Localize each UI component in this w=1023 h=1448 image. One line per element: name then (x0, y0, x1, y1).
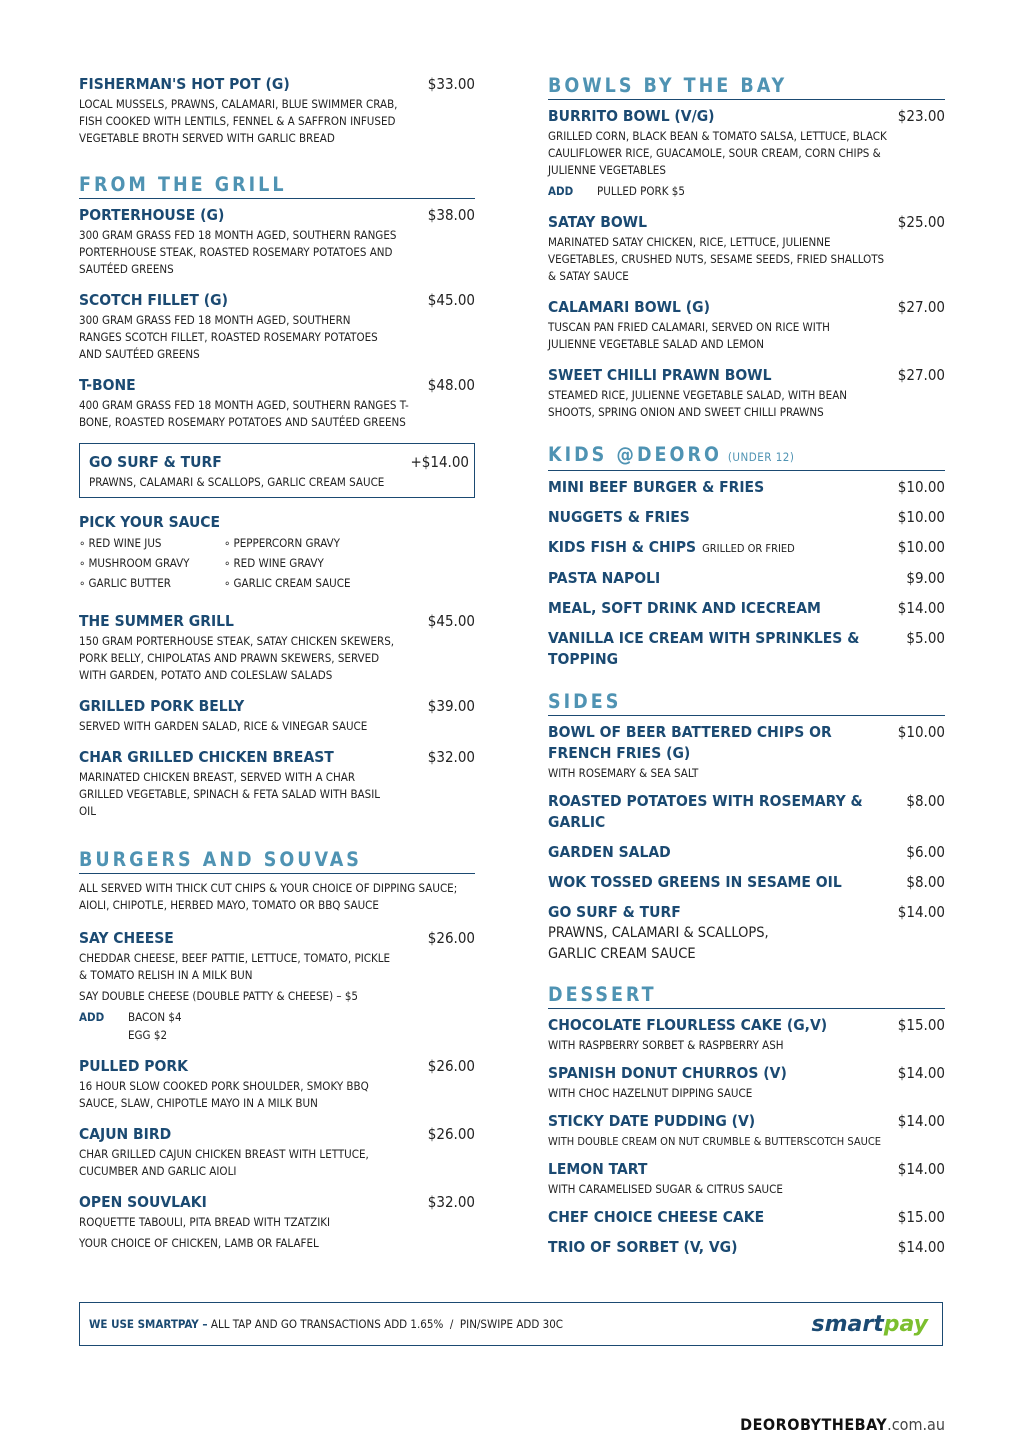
menu-item-open-souvlaki (79, 1192, 475, 1252)
item-price: $26.00 (427, 1057, 475, 1075)
menu-item-t-bone (79, 375, 475, 431)
item-price: $9.00 (906, 569, 945, 587)
smartpay-notice (79, 1302, 943, 1346)
item-price: $33.00 (427, 75, 475, 93)
menu-item-sticky-date-pudding (548, 1111, 945, 1150)
item-description: GRILLED CORN, BLACK BEAN & TOMATO SALSA, LETTUCE, BLACK CAULIFLOWER RICE, GUACAMOLE, SOUR CREAM, CORN CHIPS & JULIENNE VEGETABLES (548, 129, 887, 177)
item-price: $8.00 (906, 873, 945, 891)
item-price: $14.00 (897, 1112, 945, 1130)
sauce-option: ∘ RED WINE JUS (79, 533, 224, 553)
item-name: STICKY DATE PUDDING (V) (548, 1112, 756, 1130)
item-name: ROASTED POTATOES WITH ROSEMARY & GARLIC (548, 792, 863, 831)
item-name: SWEET CHILLI PRAWN BOWL (548, 366, 772, 384)
kids-title: KIDS @DEORO (548, 443, 722, 466)
add-item: PULLED PORK $5 (597, 184, 685, 198)
url-bold: DEOROBYTHEBAY (740, 1415, 888, 1434)
item-description: 300 GRAM GRASS FED 18 MONTH AGED, SOUTHERN RANGES SCOTCH FILLET, ROASTED ROSEMARY POTATOES AND SAUTÉED GREENS (79, 313, 378, 361)
kids-subtitle: (UNDER 12) (727, 450, 795, 464)
item-extra: SAY DOUBLE CHEESE (DOUBLE PATTY & CHEESE) – $5 (79, 989, 359, 1003)
item-price: $26.00 (427, 1125, 475, 1143)
item-name: CALAMARI BOWL (G) (548, 298, 710, 316)
sides-menu (548, 722, 945, 965)
item-description: CHEDDAR CHEESE, BEEF PATTIE, LETTUCE, TOMATO, PICKLE & TOMATO RELISH IN A MILK BUN (79, 951, 391, 982)
item-price: $14.00 (897, 599, 945, 617)
item-name: PULLED PORK (79, 1057, 188, 1075)
menu-item-burrito-bowl (548, 106, 945, 200)
item-description: 400 GRAM GRASS FED 18 MONTH AGED, SOUTHERN RANGES T-BONE, ROASTED ROSEMARY POTATOES AND SAUTÉED GREENS (79, 398, 409, 429)
item-description-line: GARLIC CREAM SAUCE (548, 946, 696, 962)
item-extra: YOUR CHOICE OF CHICKEN, LAMB OR FALAFEL (79, 1236, 319, 1250)
item-price: $8.00 (906, 792, 945, 810)
url-rest: .com.au (887, 1415, 945, 1434)
item-name (548, 537, 795, 559)
add-ons (548, 182, 945, 200)
add-item: BACON $4 (128, 1010, 182, 1024)
item-name-line: FRENCH FRIES (G) (548, 744, 691, 762)
kids-item (548, 507, 945, 528)
item-name: SPANISH DONUT CHURROS (V) (548, 1064, 787, 1082)
item-price: $14.00 (897, 1160, 945, 1178)
item-name: GARDEN SALAD (548, 843, 671, 861)
item-description: 300 GRAM GRASS FED 18 MONTH AGED, SOUTHERN RANGES PORTERHOUSE STEAK, ROASTED ROSEMARY POTATOES AND SAUTÉED GREENS (79, 228, 397, 276)
add-ons (79, 1008, 475, 1044)
menu-item-garden-salad (548, 842, 945, 863)
menu-item-char-grilled-chicken (79, 747, 475, 820)
item-name: CHOCOLATE FLOURLESS CAKE (G,V) (548, 1016, 828, 1034)
item-price: $45.00 (427, 612, 475, 630)
item-price: $32.00 (427, 1193, 475, 1211)
item-name: OPEN SOUVLAKI (79, 1193, 207, 1211)
menu-item-grilled-pork-belly (79, 696, 475, 735)
menu-item-say-cheese (79, 928, 475, 1044)
item-description: MARINATED SATAY CHICKEN, RICE, LETTUCE, JULIENNE VEGETABLES, CRUSHED NUTS, SESAME SEEDS, FRIED SHALLOTS & SATAY SAUCE (548, 235, 885, 283)
item-description: WITH CARAMELISED SUGAR & CITRUS SAUCE (548, 1182, 783, 1196)
item-name: SATAY BOWL (548, 213, 647, 231)
menu-item-calamari-bowl (548, 297, 945, 353)
item-price: +$14.00 (410, 453, 469, 471)
smartpay-bold: WE USE SMARTPAY – (89, 1317, 208, 1331)
item-name: MEAL, SOFT DRINK AND ICECREAM (548, 599, 821, 617)
item-name: LEMON TART (548, 1160, 648, 1178)
item-name: GRILLED PORK BELLY (79, 697, 245, 715)
item-description: PRAWNS, CALAMARI & SCALLOPS, GARLIC CREAM SAUCE (89, 475, 385, 489)
left-column (79, 74, 475, 1264)
menu-item-cajun-bird (79, 1124, 475, 1180)
kids-item (548, 568, 945, 589)
section-title-dessert: DESSERT (548, 983, 945, 1009)
item-price: $38.00 (427, 206, 475, 224)
item-description: 150 GRAM PORTERHOUSE STEAK, SATAY CHICKEN SKEWERS, PORK BELLY, CHIPOLATAS AND PRAWN SKEWERS, SERVED WITH GARDEN, POTATO AND COLESLAW SALADS (79, 634, 395, 682)
menu-item-satay-bowl (548, 212, 945, 285)
item-description: WITH CHOC HAZELNUT DIPPING SAUCE (548, 1086, 753, 1100)
item-price: $32.00 (427, 748, 475, 766)
item-description: ROQUETTE TABOULI, PITA BREAD WITH TZATZIKI (79, 1215, 331, 1229)
item-name: TRIO OF SORBET (V, VG) (548, 1238, 738, 1256)
kids-item (548, 628, 945, 670)
menu-item-fishermans-hot-pot (79, 74, 475, 147)
section-title-kids (548, 443, 945, 471)
item-price: $27.00 (897, 298, 945, 316)
item-price: $10.00 (897, 723, 945, 741)
add-item: EGG $2 (128, 1028, 168, 1042)
item-name: T-BONE (79, 376, 136, 394)
kids-item (548, 598, 945, 619)
item-name: PORTERHOUSE (G) (79, 206, 225, 224)
pick-your-sauce (79, 512, 475, 593)
section-title-sides: SIDES (548, 690, 945, 716)
item-price: $23.00 (897, 107, 945, 125)
item-name: NUGGETS & FRIES (548, 508, 690, 526)
item-note: GRILLED OR FRIED (702, 542, 795, 555)
menu-item-sides-surf-and-turf (548, 902, 945, 965)
menu-item-roasted-potatoes (548, 791, 945, 833)
menu-item-wok-greens (548, 872, 945, 893)
website-url[interactable] (740, 1415, 945, 1434)
add-label: ADD (548, 184, 574, 198)
menu-item-pulled-pork (79, 1056, 475, 1112)
burgers-intro: ALL SERVED WITH THICK CUT CHIPS & YOUR CHOICE OF DIPPING SAUCE; AIOLI, CHIPOTLE, HERBED MAYO, TOMATO OR BBQ SAUCE (79, 881, 458, 912)
sauce-options (79, 533, 475, 593)
item-price: $25.00 (897, 213, 945, 231)
sauce-option: ∘ PEPPERCORN GRAVY (224, 533, 424, 553)
item-price: $14.00 (897, 1064, 945, 1082)
sauce-option: ∘ RED WINE GRAVY (224, 553, 424, 573)
item-description: WITH RASPBERRY SORBET & RASPBERRY ASH (548, 1038, 784, 1052)
menu-item-summer-grill (79, 611, 475, 684)
menu-item-porterhouse (79, 205, 475, 278)
add-items (128, 1008, 182, 1044)
item-name: WOK TOSSED GREENS IN SESAME OIL (548, 873, 842, 891)
section-title-bowls-by-the-bay: BOWLS BY THE BAY (548, 74, 945, 100)
section-title-burgers-and-souvas: BURGERS AND SOUVAS (79, 848, 475, 874)
item-price: $6.00 (906, 843, 945, 861)
item-name (548, 722, 832, 764)
item-name: BURRITO BOWL (V/G) (548, 107, 715, 125)
item-price: $15.00 (897, 1208, 945, 1226)
menu-item-cheese-cake (548, 1207, 945, 1228)
item-price: $26.00 (427, 929, 475, 947)
item-description: CHAR GRILLED CAJUN CHICKEN BREAST WITH LETTUCE, CUCUMBER AND GARLIC AIOLI (79, 1147, 369, 1178)
item-description: LOCAL MUSSELS, PRAWNS, CALAMARI, BLUE SWIMMER CRAB, FISH COOKED WITH LENTILS, FENNEL & A SAFFRON INFUSED VEGETABLE BROTH SERVED WITH GARLIC BREAD (79, 97, 398, 145)
item-name: FISHERMAN'S HOT POT (G) (79, 75, 290, 93)
item-name-line: BOWL OF BEER BATTERED CHIPS OR (548, 723, 832, 741)
smartpay-logo (812, 1312, 929, 1337)
item-price: $15.00 (897, 1016, 945, 1034)
item-price: $14.00 (897, 1238, 945, 1256)
surf-and-turf-box (79, 443, 475, 498)
item-description: SERVED WITH GARDEN SALAD, RICE & VINEGAR SAUCE (79, 719, 368, 733)
menu-item-churros (548, 1063, 945, 1102)
item-description: WITH ROSEMARY & SEA SALT (548, 766, 699, 780)
item-name: MINI BEEF BURGER & FRIES (548, 478, 765, 496)
kids-item (548, 477, 945, 498)
menu-item-trio-of-sorbet (548, 1237, 945, 1258)
item-description: WITH DOUBLE CREAM ON NUT CRUMBLE & BUTTERSCOTCH SAUCE (548, 1135, 882, 1148)
item-description-line: PRAWNS, CALAMARI & SCALLOPS, (548, 925, 769, 941)
menu-item-scotch-fillet (79, 290, 475, 363)
item-name: GO SURF & TURF (548, 903, 681, 921)
item-name: CHEF CHOICE CHEESE CAKE (548, 1208, 765, 1226)
sauce-title: PICK YOUR SAUCE (79, 513, 221, 531)
item-description: STEAMED RICE, JULIENNE VEGETABLE SALAD, WITH BEAN SHOOTS, SPRING ONION AND SWEET CHILLI PRAWNS (548, 388, 848, 419)
menu-item-sweet-chilli-prawn-bowl (548, 365, 945, 421)
sauce-option: ∘ GARLIC BUTTER (79, 573, 224, 593)
kids-item (548, 537, 945, 559)
item-description: MARINATED CHICKEN BREAST, SERVED WITH A CHAR GRILLED VEGETABLE, SPINACH & FETA SALAD WITH BASIL OIL (79, 770, 381, 818)
right-column (548, 74, 945, 1270)
item-name: CAJUN BIRD (79, 1125, 172, 1143)
item-name-text: KIDS FISH & CHIPS (548, 538, 697, 556)
item-name: SCOTCH FILLET (G) (79, 291, 228, 309)
item-price: $10.00 (897, 538, 945, 556)
menu-item-chips (548, 722, 945, 782)
item-price: $45.00 (427, 291, 475, 309)
item-price: $5.00 (906, 629, 945, 647)
smartpay-logo-part: pay (883, 1311, 928, 1337)
item-price: $27.00 (897, 366, 945, 384)
item-name: PASTA NAPOLI (548, 569, 661, 587)
sauce-option: ∘ GARLIC CREAM SAUCE (224, 573, 424, 593)
item-price: $39.00 (427, 697, 475, 715)
sauce-option: ∘ MUSHROOM GRAVY (79, 553, 224, 573)
kids-menu (548, 477, 945, 670)
item-price: $10.00 (897, 508, 945, 526)
item-name: CHAR GRILLED CHICKEN BREAST (79, 748, 334, 766)
menu-item-lemon-tart (548, 1159, 945, 1198)
add-label: ADD (79, 1010, 105, 1024)
menu-item-chocolate-cake (548, 1015, 945, 1054)
item-name: GO SURF & TURF (89, 453, 222, 471)
item-price: $14.00 (897, 903, 945, 921)
item-price: $48.00 (427, 376, 475, 394)
item-description: TUSCAN PAN FRIED CALAMARI, SERVED ON RICE WITH JULIENNE VEGETABLE SALAD AND LEMON (548, 320, 830, 351)
smartpay-detail: ALL TAP AND GO TRANSACTIONS ADD 1.65% / PIN/SWIPE ADD 30C (210, 1317, 564, 1331)
item-name: THE SUMMER GRILL (79, 612, 234, 630)
section-title-from-the-grill: FROM THE GRILL (79, 173, 475, 199)
item-description: 16 HOUR SLOW COOKED PORK SHOULDER, SMOKY BBQ SAUCE, SLAW, CHIPOTLE MAYO IN A MILK BUN (79, 1079, 369, 1110)
item-name: SAY CHEESE (79, 929, 174, 947)
item-price: $10.00 (897, 478, 945, 496)
smartpay-logo-part: smart (811, 1311, 884, 1337)
item-name: VANILLA ICE CREAM WITH SPRINKLES & TOPPING (548, 629, 860, 668)
smartpay-text (89, 1317, 563, 1331)
